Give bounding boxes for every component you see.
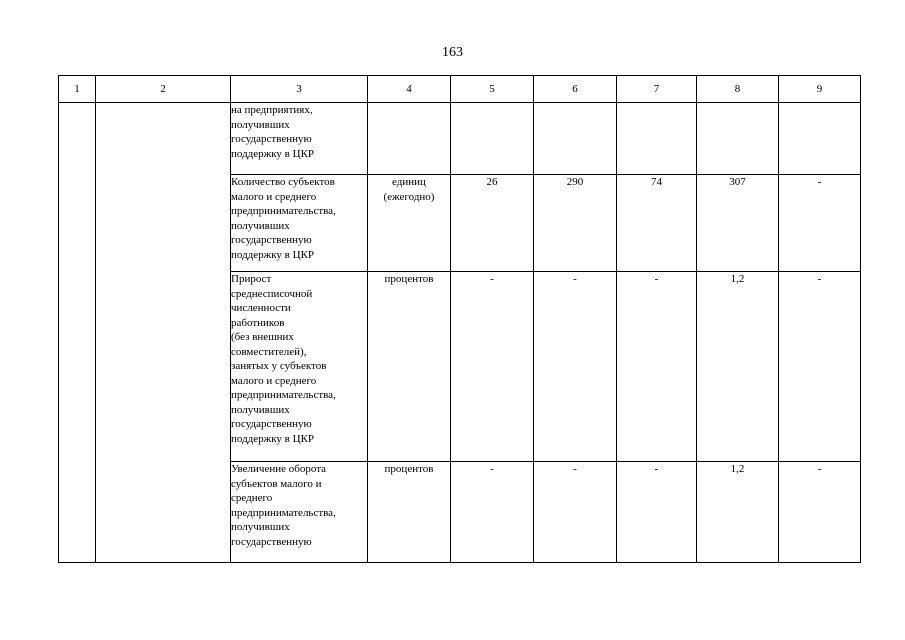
value-cell: 26 — [451, 175, 534, 272]
value-cell: - — [617, 272, 697, 462]
column-number-row — [59, 76, 861, 103]
value-cell: - — [451, 272, 534, 462]
cell-col1-merged — [59, 103, 96, 563]
indicator-line: малого и среднего — [231, 190, 317, 203]
value-cell — [451, 103, 534, 175]
value-cell — [534, 103, 617, 175]
column-header: 2 — [96, 76, 231, 103]
column-header: 4 — [368, 76, 451, 103]
indicator-line: численности — [231, 302, 291, 314]
value-cell: 290 — [534, 175, 617, 272]
column-header: 9 — [779, 76, 861, 103]
value-cell: - — [534, 272, 617, 462]
indicator-line: получивших — [231, 118, 290, 131]
value-cell — [617, 103, 697, 175]
cell-col2-merged — [96, 103, 231, 563]
unit-cell — [368, 175, 451, 272]
indicator-line: получивших — [231, 219, 290, 232]
column-header: 3 — [231, 76, 368, 103]
value-cell: 307 — [697, 175, 779, 272]
indicator-cell — [231, 272, 368, 462]
column-header: 1 — [59, 76, 96, 103]
value-cell: 1,2 — [697, 462, 779, 563]
indicator-line: Увеличение оборота — [231, 463, 327, 475]
value-cell — [779, 103, 861, 175]
indicator-cell — [231, 103, 368, 175]
value-cell: - — [534, 462, 617, 563]
indicator-line: совместителей), — [231, 345, 307, 358]
indicator-line: поддержку в ЦКР — [231, 248, 315, 261]
unit-cell — [368, 103, 451, 175]
unit-cell — [368, 272, 451, 462]
indicator-line: работников — [231, 316, 285, 329]
unit-line: единиц — [392, 176, 426, 188]
indicator-line: получивших — [231, 521, 290, 533]
column-header: 7 — [617, 76, 697, 103]
indicators-table — [58, 75, 861, 563]
indicator-line: получивших — [231, 403, 290, 416]
indicator-line: субъектов малого и — [231, 477, 322, 490]
value-cell: 74 — [617, 175, 697, 272]
indicator-line: государственную — [231, 535, 312, 548]
indicator-line: среднесписочной — [231, 287, 313, 300]
value-cell: - — [779, 175, 861, 272]
indicator-line: поддержку в ЦКР — [231, 432, 315, 445]
indicator-line: государственную — [231, 234, 312, 246]
indicator-line: государственную — [231, 418, 312, 430]
value-cell: - — [779, 462, 861, 563]
indicator-line: Количество субъектов — [231, 176, 335, 188]
indicator-line: (без внешних — [231, 331, 294, 343]
value-cell: - — [617, 462, 697, 563]
indicator-line: малого и среднего — [231, 374, 317, 387]
unit-line: (ежегодно) — [383, 190, 435, 203]
unit-line: процентов — [384, 463, 434, 475]
indicator-line: предпринимательства, — [231, 389, 336, 401]
indicator-line: предпринимательства, — [231, 506, 336, 519]
indicator-line: Прирост — [231, 273, 272, 285]
indicator-line: предпринимательства, — [231, 205, 336, 217]
column-header: 8 — [697, 76, 779, 103]
indicator-line: государственную — [231, 133, 312, 145]
value-cell: - — [451, 462, 534, 563]
indicator-cell — [231, 462, 368, 563]
column-header: 5 — [451, 76, 534, 103]
column-header: 6 — [534, 76, 617, 103]
value-cell — [697, 103, 779, 175]
indicator-line: на предприятиях, — [231, 104, 313, 116]
unit-cell — [368, 462, 451, 563]
value-cell: 1,2 — [697, 272, 779, 462]
indicator-line: поддержку в ЦКР — [231, 147, 315, 160]
indicator-line: занятых у субъектов — [231, 360, 327, 372]
indicator-cell — [231, 175, 368, 272]
indicator-line: среднего — [231, 492, 273, 504]
table-row — [59, 103, 861, 175]
page-number: 163 — [442, 45, 463, 60]
value-cell: - — [779, 272, 861, 462]
unit-line: процентов — [384, 273, 434, 285]
